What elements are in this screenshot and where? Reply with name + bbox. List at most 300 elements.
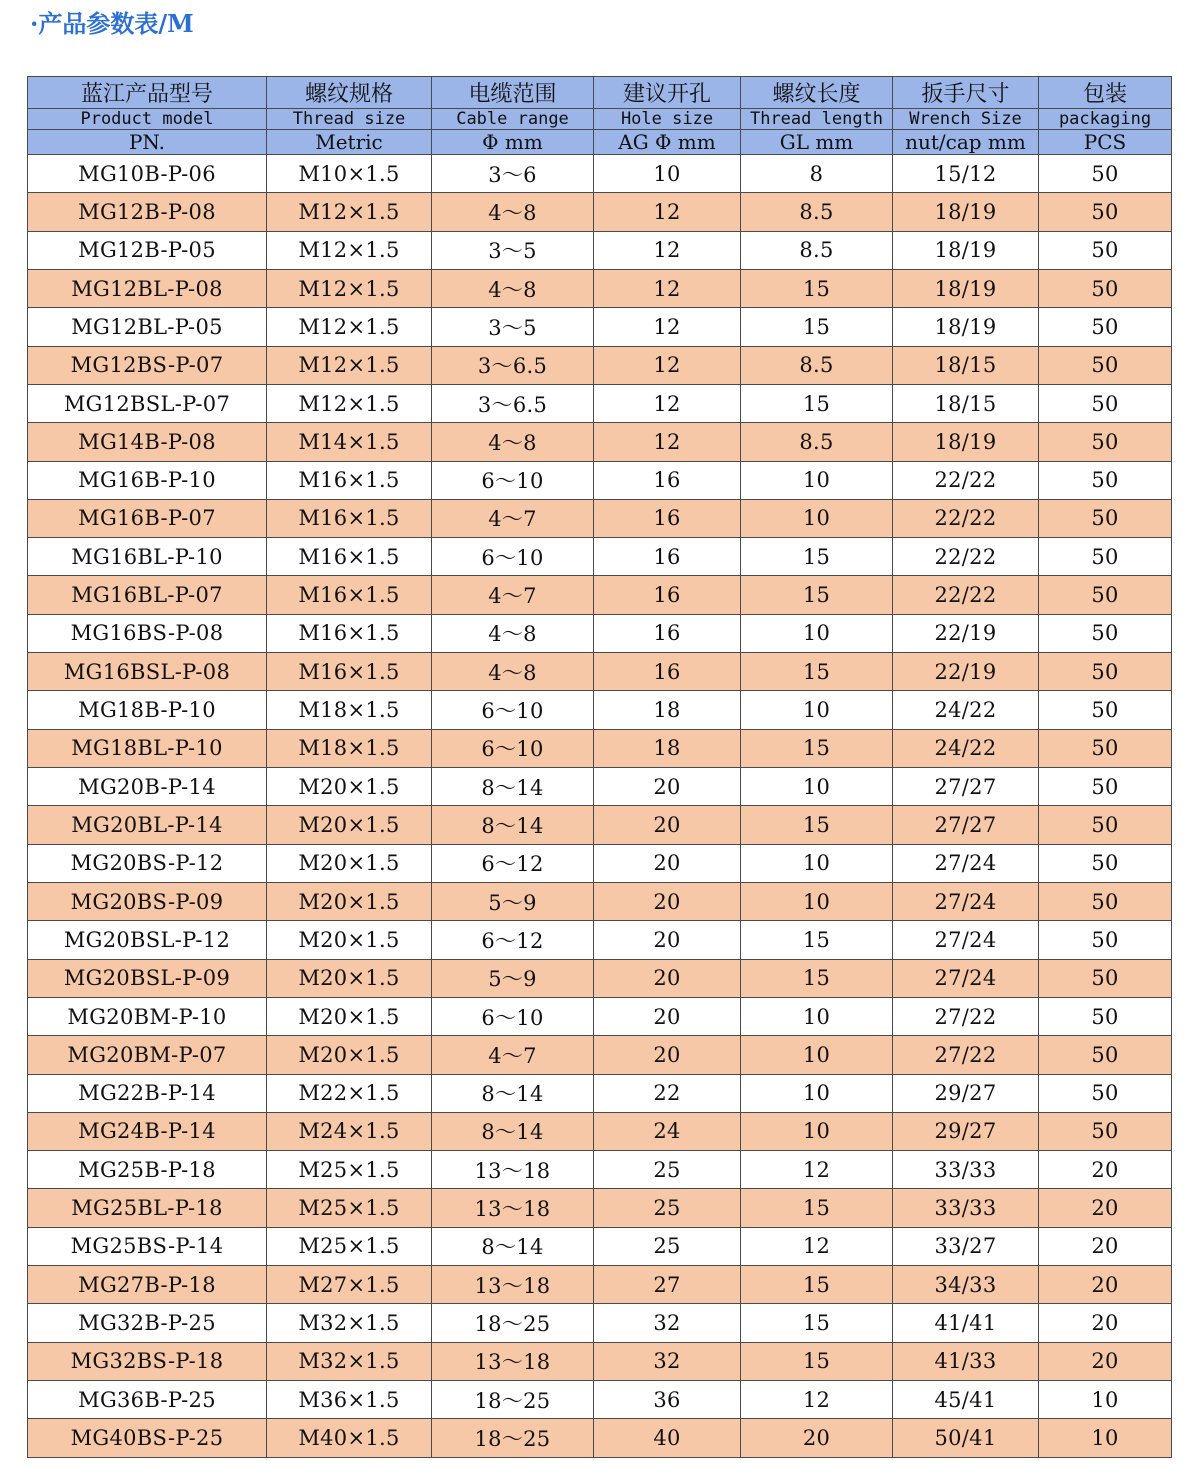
table-cell: 18/19 (893, 269, 1039, 307)
column-header-zh: 蓝江产品型号 (28, 77, 267, 109)
table-cell: 18～25 (432, 1381, 594, 1419)
table-cell: 18/15 (893, 346, 1039, 384)
table-cell: MG20BSL-P-09 (28, 959, 267, 997)
table-cell: M20×1.5 (267, 806, 432, 844)
column-header-unit: nut/cap mm (893, 130, 1039, 155)
table-cell: M25×1.5 (267, 1189, 432, 1227)
table-cell: 3～5 (432, 308, 594, 346)
table-cell: 6～10 (432, 997, 594, 1035)
table-row (28, 997, 1172, 1035)
table-cell: 10 (1039, 1381, 1172, 1419)
table-row (28, 768, 1172, 806)
table-row (28, 346, 1172, 384)
table-cell: MG20BM-P-07 (28, 1036, 267, 1074)
table-cell: M22×1.5 (267, 1074, 432, 1112)
table-row (28, 538, 1172, 576)
table-cell: M10×1.5 (267, 155, 432, 193)
table-row (28, 308, 1172, 346)
table-cell: 4～8 (432, 653, 594, 691)
table-cell: 18 (594, 729, 741, 767)
table-cell: 27 (594, 1266, 741, 1304)
table-cell: MG18BL-P-10 (28, 729, 267, 767)
table-cell: 50/41 (893, 1419, 1039, 1458)
table-cell: M20×1.5 (267, 997, 432, 1035)
table-cell: MG16BSL-P-08 (28, 653, 267, 691)
table-cell: M36×1.5 (267, 1381, 432, 1419)
table-cell: 16 (594, 461, 741, 499)
table-cell: 34/33 (893, 1266, 1039, 1304)
table-cell: 50 (1039, 384, 1172, 422)
table-row (28, 384, 1172, 422)
table-cell: 8～14 (432, 1112, 594, 1150)
table-cell: M20×1.5 (267, 921, 432, 959)
table-cell: MG14B-P-08 (28, 423, 267, 461)
table-row (28, 1342, 1172, 1380)
column-header-en: Cable range (432, 109, 594, 130)
table-row (28, 576, 1172, 614)
table-cell: M32×1.5 (267, 1342, 432, 1380)
table-cell: 33/27 (893, 1227, 1039, 1265)
table-cell: MG16B-P-10 (28, 461, 267, 499)
table-cell: 20 (1039, 1342, 1172, 1380)
table-cell: 50 (1039, 882, 1172, 920)
table-cell: 10 (741, 614, 893, 652)
table-cell: MG24B-P-14 (28, 1112, 267, 1150)
table-cell: 5～9 (432, 959, 594, 997)
table-cell: MG25B-P-18 (28, 1151, 267, 1189)
table-cell: 50 (1039, 193, 1172, 231)
table-cell: 4～7 (432, 1036, 594, 1074)
table-cell: 27/22 (893, 997, 1039, 1035)
table-row (28, 1189, 1172, 1227)
table-cell: 22/19 (893, 653, 1039, 691)
table-row (28, 499, 1172, 537)
table-cell: 12 (594, 308, 741, 346)
column-header-zh: 包装 (1039, 77, 1172, 109)
table-cell: 12 (594, 346, 741, 384)
table-row (28, 806, 1172, 844)
table-row (28, 461, 1172, 499)
table-cell: 50 (1039, 1036, 1172, 1074)
table-cell: 13～18 (432, 1266, 594, 1304)
table-cell: 20 (594, 882, 741, 920)
table-cell: 8.5 (741, 346, 893, 384)
table-cell: 50 (1039, 959, 1172, 997)
table-cell: 8.5 (741, 423, 893, 461)
table-cell: 18/19 (893, 308, 1039, 346)
table-cell: 13～18 (432, 1151, 594, 1189)
table-cell: M14×1.5 (267, 423, 432, 461)
table-cell: 8～14 (432, 806, 594, 844)
table-cell: 22/19 (893, 614, 1039, 652)
table-cell: M40×1.5 (267, 1419, 432, 1458)
table-cell: M24×1.5 (267, 1112, 432, 1150)
table-cell: M12×1.5 (267, 384, 432, 422)
table-cell: 12 (741, 1151, 893, 1189)
table-cell: 12 (594, 269, 741, 307)
table-cell: 18/15 (893, 384, 1039, 422)
table-cell: 50 (1039, 806, 1172, 844)
table-cell: 25 (594, 1151, 741, 1189)
table-cell: MG25BL-P-18 (28, 1189, 267, 1227)
table-row (28, 231, 1172, 269)
table-cell: 20 (594, 997, 741, 1035)
table-cell: 50 (1039, 576, 1172, 614)
table-cell: 20 (1039, 1227, 1172, 1265)
table-row (28, 1074, 1172, 1112)
table-row (28, 653, 1172, 691)
table-cell: 18/19 (893, 423, 1039, 461)
table-cell: 22/22 (893, 461, 1039, 499)
table-body (28, 155, 1172, 1458)
column-header-en: Thread size (267, 109, 432, 130)
table-cell: 20 (594, 844, 741, 882)
table-row (28, 1151, 1172, 1189)
table-cell: 20 (594, 768, 741, 806)
table-cell: 12 (594, 423, 741, 461)
table-row (28, 155, 1172, 193)
table-cell: 6～10 (432, 729, 594, 767)
table-cell: 15 (741, 1189, 893, 1227)
table-cell: MG10B-P-06 (28, 155, 267, 193)
table-cell: 50 (1039, 423, 1172, 461)
table-cell: 16 (594, 538, 741, 576)
header-row-units (28, 130, 1172, 155)
table-cell: 50 (1039, 997, 1172, 1035)
table-cell: 5～9 (432, 882, 594, 920)
table-cell: 50 (1039, 461, 1172, 499)
table-cell: 25 (594, 1227, 741, 1265)
table-row (28, 1419, 1172, 1458)
table-cell: MG16BL-P-10 (28, 538, 267, 576)
table-row (28, 1266, 1172, 1304)
table-cell: 33/33 (893, 1189, 1039, 1227)
table-row (28, 1381, 1172, 1419)
column-header-en: Thread length (741, 109, 893, 130)
table-cell: M16×1.5 (267, 499, 432, 537)
table-cell: 12 (594, 231, 741, 269)
table-cell: 4～8 (432, 269, 594, 307)
table-cell: 24 (594, 1112, 741, 1150)
table-cell: 45/41 (893, 1381, 1039, 1419)
table-cell: 50 (1039, 921, 1172, 959)
table-cell: 24/22 (893, 691, 1039, 729)
page-title: ·产品参数表/M (30, 9, 194, 38)
table-cell: MG16B-P-07 (28, 499, 267, 537)
table-row (28, 423, 1172, 461)
table-cell: M18×1.5 (267, 729, 432, 767)
spec-table (27, 76, 1172, 1458)
table-cell: 10 (741, 1074, 893, 1112)
table-cell: MG27B-P-18 (28, 1266, 267, 1304)
table-cell: 8～14 (432, 1227, 594, 1265)
table-cell: 50 (1039, 653, 1172, 691)
table-cell: 40 (594, 1419, 741, 1458)
table-cell: 18 (594, 691, 741, 729)
table-cell: 50 (1039, 346, 1172, 384)
table-cell: M32×1.5 (267, 1304, 432, 1342)
table-cell: 18/19 (893, 193, 1039, 231)
table-cell: 41/33 (893, 1342, 1039, 1380)
table-cell: MG25BS-P-14 (28, 1227, 267, 1265)
table-cell: 22/22 (893, 499, 1039, 537)
table-cell: M20×1.5 (267, 1036, 432, 1074)
table-cell: M16×1.5 (267, 576, 432, 614)
table-cell: 8.5 (741, 231, 893, 269)
column-header-zh: 螺纹长度 (741, 77, 893, 109)
table-cell: 12 (594, 193, 741, 231)
table-cell: 27/27 (893, 806, 1039, 844)
table-cell: 16 (594, 614, 741, 652)
table-cell: 22/22 (893, 538, 1039, 576)
table-cell: 18～25 (432, 1419, 594, 1458)
table-cell: MG16BS-P-08 (28, 614, 267, 652)
table-row (28, 614, 1172, 652)
column-header-unit: AG Φ mm (594, 130, 741, 155)
column-header-en: packaging (1039, 109, 1172, 130)
table-cell: M12×1.5 (267, 308, 432, 346)
table-cell: 16 (594, 499, 741, 537)
table-cell: 33/33 (893, 1151, 1039, 1189)
table-cell: 27/24 (893, 844, 1039, 882)
table-row (28, 269, 1172, 307)
table-cell: 50 (1039, 231, 1172, 269)
table-cell: 50 (1039, 308, 1172, 346)
header-row-english (28, 109, 1172, 130)
column-header-unit: Φ mm (432, 130, 594, 155)
table-cell: 15 (741, 576, 893, 614)
table-cell: 15/12 (893, 155, 1039, 193)
table-cell: M18×1.5 (267, 691, 432, 729)
table-cell: M16×1.5 (267, 614, 432, 652)
table-cell: 29/27 (893, 1074, 1039, 1112)
column-header-zh: 建议开孔 (594, 77, 741, 109)
table-cell: 3～6.5 (432, 346, 594, 384)
table-cell: 10 (741, 997, 893, 1035)
table-cell: 22/22 (893, 576, 1039, 614)
table-cell: 15 (741, 959, 893, 997)
table-cell: MG12BL-P-05 (28, 308, 267, 346)
table-row (28, 729, 1172, 767)
table-cell: MG12B-P-08 (28, 193, 267, 231)
column-header-unit: GL mm (741, 130, 893, 155)
table-cell: 50 (1039, 844, 1172, 882)
table-cell: 32 (594, 1342, 741, 1380)
table-cell: 13～18 (432, 1342, 594, 1380)
table-cell: MG20BM-P-10 (28, 997, 267, 1035)
table-cell: 10 (741, 691, 893, 729)
table-cell: 50 (1039, 499, 1172, 537)
table-row (28, 844, 1172, 882)
table-cell: 15 (741, 1266, 893, 1304)
table-cell: 10 (1039, 1419, 1172, 1458)
table-cell: 50 (1039, 768, 1172, 806)
table-cell: MG22B-P-14 (28, 1074, 267, 1112)
table-cell: 8～14 (432, 768, 594, 806)
table-cell: 20 (594, 921, 741, 959)
table-cell: 27/24 (893, 959, 1039, 997)
table-cell: 12 (594, 384, 741, 422)
table-cell: MG20BS-P-09 (28, 882, 267, 920)
table-cell: MG12B-P-05 (28, 231, 267, 269)
table-cell: 8～14 (432, 1074, 594, 1112)
table-cell: 12 (741, 1381, 893, 1419)
table-cell: MG12BSL-P-07 (28, 384, 267, 422)
table-cell: 50 (1039, 691, 1172, 729)
table-cell: 12 (741, 1227, 893, 1265)
table-cell: M12×1.5 (267, 346, 432, 384)
table-cell: 15 (741, 308, 893, 346)
table-cell: MG20BL-P-14 (28, 806, 267, 844)
table-cell: 15 (741, 538, 893, 576)
table-cell: 50 (1039, 1074, 1172, 1112)
table-cell: 4～8 (432, 193, 594, 231)
column-header-unit: Metric (267, 130, 432, 155)
table-cell: M20×1.5 (267, 844, 432, 882)
table-cell: 18/19 (893, 231, 1039, 269)
table-cell: M16×1.5 (267, 653, 432, 691)
table-cell: 4～7 (432, 576, 594, 614)
table-cell: 15 (741, 806, 893, 844)
table-cell: 10 (741, 844, 893, 882)
column-header-en: Wrench Size (893, 109, 1039, 130)
table-cell: 13～18 (432, 1189, 594, 1227)
table-cell: 41/41 (893, 1304, 1039, 1342)
table-cell: M27×1.5 (267, 1266, 432, 1304)
table-cell: 10 (741, 499, 893, 537)
table-cell: 27/24 (893, 882, 1039, 920)
table-row (28, 1112, 1172, 1150)
table-cell: 32 (594, 1304, 741, 1342)
table-cell: 20 (1039, 1189, 1172, 1227)
table-cell: M12×1.5 (267, 269, 432, 307)
table-cell: 50 (1039, 269, 1172, 307)
table-row (28, 921, 1172, 959)
table-cell: M25×1.5 (267, 1227, 432, 1265)
table-cell: M16×1.5 (267, 461, 432, 499)
table-cell: 15 (741, 1342, 893, 1380)
table-cell: 6～10 (432, 538, 594, 576)
table-row (28, 1036, 1172, 1074)
table-cell: 15 (741, 921, 893, 959)
table-cell: 24/22 (893, 729, 1039, 767)
table-cell: 50 (1039, 614, 1172, 652)
table-cell: MG18B-P-10 (28, 691, 267, 729)
table-cell: 27/27 (893, 768, 1039, 806)
table-cell: 15 (741, 384, 893, 422)
header-row-chinese (28, 77, 1172, 109)
table-cell: 20 (741, 1419, 893, 1458)
table-cell: 20 (1039, 1151, 1172, 1189)
table-cell: MG12BL-P-08 (28, 269, 267, 307)
column-header-zh: 扳手尺寸 (893, 77, 1039, 109)
column-header-unit: PN. (28, 130, 267, 155)
table-cell: MG36B-P-25 (28, 1381, 267, 1419)
table-cell: 20 (1039, 1304, 1172, 1342)
table-cell: 20 (594, 806, 741, 844)
table-cell: 10 (741, 768, 893, 806)
table-cell: MG32BS-P-18 (28, 1342, 267, 1380)
table-cell: 50 (1039, 155, 1172, 193)
table-cell: 10 (741, 1112, 893, 1150)
table-row (28, 882, 1172, 920)
column-header-zh: 电缆范围 (432, 77, 594, 109)
table-cell: 20 (594, 1036, 741, 1074)
table-cell: 50 (1039, 729, 1172, 767)
table-cell: MG40BS-P-25 (28, 1419, 267, 1458)
table-cell: MG32B-P-25 (28, 1304, 267, 1342)
table-cell: 10 (741, 461, 893, 499)
table-row (28, 691, 1172, 729)
table-header (28, 77, 1172, 155)
table-cell: 22 (594, 1074, 741, 1112)
column-header-zh: 螺纹规格 (267, 77, 432, 109)
table-cell: 3～5 (432, 231, 594, 269)
table-cell: 6～10 (432, 461, 594, 499)
table-cell: 15 (741, 653, 893, 691)
table-cell: 4～7 (432, 499, 594, 537)
table-row (28, 1304, 1172, 1342)
table-cell: 20 (1039, 1266, 1172, 1304)
table-row (28, 1227, 1172, 1265)
table-cell: 10 (741, 1036, 893, 1074)
table-cell: M20×1.5 (267, 768, 432, 806)
table-cell: M12×1.5 (267, 231, 432, 269)
table-cell: M20×1.5 (267, 959, 432, 997)
table-cell: 6～12 (432, 844, 594, 882)
table-cell: 10 (741, 882, 893, 920)
table-cell: 16 (594, 576, 741, 614)
table-cell: 15 (741, 269, 893, 307)
table-cell: 20 (594, 959, 741, 997)
table-cell: 8 (741, 155, 893, 193)
table-row (28, 193, 1172, 231)
table-cell: 36 (594, 1381, 741, 1419)
table-cell: 50 (1039, 1112, 1172, 1150)
table-cell: 6～10 (432, 691, 594, 729)
column-header-en: Hole size (594, 109, 741, 130)
table-cell: 27/22 (893, 1036, 1039, 1074)
table-cell: 27/24 (893, 921, 1039, 959)
table-cell: 29/27 (893, 1112, 1039, 1150)
table-cell: 8.5 (741, 193, 893, 231)
table-cell: 18～25 (432, 1304, 594, 1342)
table-cell: 25 (594, 1189, 741, 1227)
table-cell: M12×1.5 (267, 193, 432, 231)
table-cell: M16×1.5 (267, 538, 432, 576)
table-cell: MG20B-P-14 (28, 768, 267, 806)
table-cell: M25×1.5 (267, 1151, 432, 1189)
table-cell: M20×1.5 (267, 882, 432, 920)
table-cell: 15 (741, 729, 893, 767)
table-row (28, 959, 1172, 997)
table-cell: MG12BS-P-07 (28, 346, 267, 384)
table-cell: MG20BS-P-12 (28, 844, 267, 882)
table-cell: MG16BL-P-07 (28, 576, 267, 614)
table-cell: 3～6 (432, 155, 594, 193)
table-cell: 4～8 (432, 423, 594, 461)
table-cell: 15 (741, 1304, 893, 1342)
table-cell: 10 (594, 155, 741, 193)
table-cell: 50 (1039, 538, 1172, 576)
table-cell: 3～6.5 (432, 384, 594, 422)
table-cell: 16 (594, 653, 741, 691)
table-cell: 6～12 (432, 921, 594, 959)
column-header-unit: PCS (1039, 130, 1172, 155)
column-header-en: Product model (28, 109, 267, 130)
table-cell: 4～8 (432, 614, 594, 652)
table-cell: MG20BSL-P-12 (28, 921, 267, 959)
